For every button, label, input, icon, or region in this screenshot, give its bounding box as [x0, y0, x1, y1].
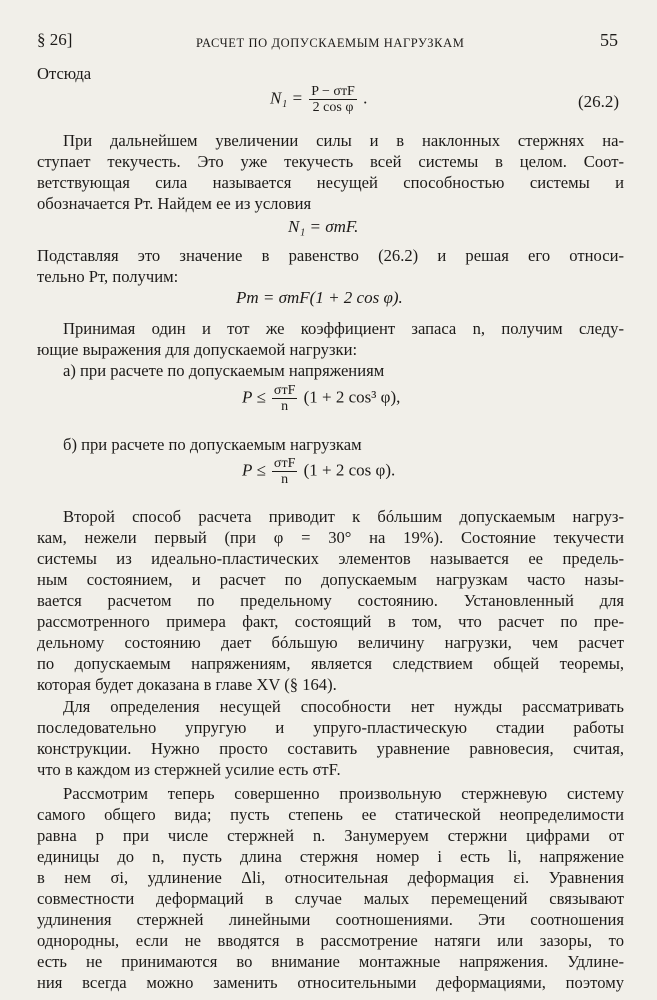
text-line: рассмотренного примера факт, состоящий в том, что расчет по пре-	[37, 612, 624, 631]
formula-26-2	[270, 84, 367, 115]
text-line: ным состоянием, и расчет по допускаемым нагрузкам часто назы-	[37, 570, 624, 589]
text-line: совместности деформаций в случае малых перемещений связывают	[37, 889, 624, 908]
text-line: кам, нежели первый (при φ = 30° на 19%). Состояние текучести	[37, 528, 624, 547]
text-line: в нем σi, удлинение Δli, относительная деформация εi. Уравнения	[37, 868, 624, 887]
formula-rhs: (1 + 2 cos φ).	[303, 460, 396, 480]
text-line: однородны, если не вводятся в рассмотрение натяги или зазоры, то	[37, 931, 624, 950]
text-line: дельному состоянию дает бóльшую величину нагрузки, чем расчет	[37, 633, 624, 652]
item-a: а) при расчете по допускаемым напряжениям	[63, 361, 385, 380]
fraction	[272, 456, 297, 487]
fraction-numerator: P − σтF	[311, 84, 355, 99]
formula-n1: N₁ = σтF.	[288, 217, 359, 236]
text-line: самого общего вида; пусть степень ее статической неопределимости	[37, 805, 624, 824]
text-line: Второй способ расчета приводит к бóльшим допускаемым нагруз-	[63, 507, 624, 526]
text-line: тельно Pт, получим:	[37, 267, 179, 286]
equation-number: (26.2)	[578, 92, 620, 111]
text-line: что в каждом из стержней усилие есть σтF.	[37, 760, 341, 779]
text-line: системы из идеально-пластических элементов называется ее предель-	[37, 549, 624, 568]
section-marker: § 26]	[37, 30, 73, 49]
text-line: удлинения стержней линейными соотношениями. Эти соотношения	[37, 910, 624, 929]
item-b: б) при расчете по допускаемым нагрузкам	[63, 435, 362, 454]
text-line: единицы до n, пусть длина стержня номер i есть li, напряжение	[37, 847, 624, 866]
text-line: вается расчетом по предельному состоянию. Установленный для	[37, 591, 624, 610]
text-line: При дальнейшем увеличении силы и в наклонных стержнях на-	[63, 131, 624, 150]
text-line: Принимая один и тот же коэффициент запаса n, получим следу-	[63, 319, 624, 338]
text-line: последовательно упругую и упруго-пластическую стадии работы	[37, 718, 624, 737]
formula-pt: Pт = σтF(1 + 2 cos φ).	[236, 288, 403, 307]
text-line: Рассмотрим теперь совершенно произвольную стержневую систему	[63, 784, 624, 803]
page-number: 55	[600, 30, 618, 50]
text-line: Для определения несущей способности нет нужды рассматривать	[63, 697, 624, 716]
running-title: РАСЧЕТ ПО ДОПУСКАЕМЫМ НАГРУЗКАМ	[196, 36, 465, 50]
formula-lhs: N₁ =	[270, 88, 303, 108]
fraction-numerator: σтF	[273, 456, 296, 471]
fraction-denominator: 2 cos φ	[312, 100, 354, 115]
text-line: конструкции. Нужно просто составить уравнение равновесия, считая,	[37, 739, 624, 758]
formula-lhs: P ≤	[242, 460, 266, 480]
text-line: Подставляя это значение в равенство (26.2) и решая его относи-	[37, 246, 624, 265]
text-line: которая будет доказана в главе XV (§ 164).	[37, 675, 337, 694]
formula-period: .	[363, 88, 368, 108]
text-line: ющие выражения для допускаемой нагрузки:	[37, 340, 358, 359]
formula-lhs: P ≤	[242, 387, 266, 407]
text-line: есть не принимаются во внимание монтажные напряжения. Удлине-	[37, 952, 624, 971]
fraction	[309, 84, 357, 115]
text-line: ветствующая сила называется несущей способностью системы и	[37, 173, 624, 192]
word-otsyuda: Отсюда	[37, 64, 92, 83]
text-line: ния всегда можно заменить относительными деформациями, поэтому	[37, 973, 624, 992]
text-line: ступает текучесть. Это уже текучесть всей системы в целом. Соот-	[37, 152, 624, 171]
fraction-denominator: n	[281, 472, 289, 487]
formula-load	[242, 456, 395, 487]
fraction-numerator: σтF	[273, 383, 296, 398]
fraction-denominator: n	[281, 399, 289, 414]
text-line: обозначается Pт. Найдем ее из условия	[37, 194, 312, 213]
fraction	[272, 383, 297, 414]
formula-rhs: (1 + 2 cos³ φ),	[303, 387, 401, 407]
text-line: по допускаемым напряжениям, является следствием общей теоремы,	[37, 654, 624, 673]
text-line: равна p при числе стержней n. Занумеруем стержни цифрами от	[37, 826, 624, 845]
formula-stress	[242, 383, 400, 414]
